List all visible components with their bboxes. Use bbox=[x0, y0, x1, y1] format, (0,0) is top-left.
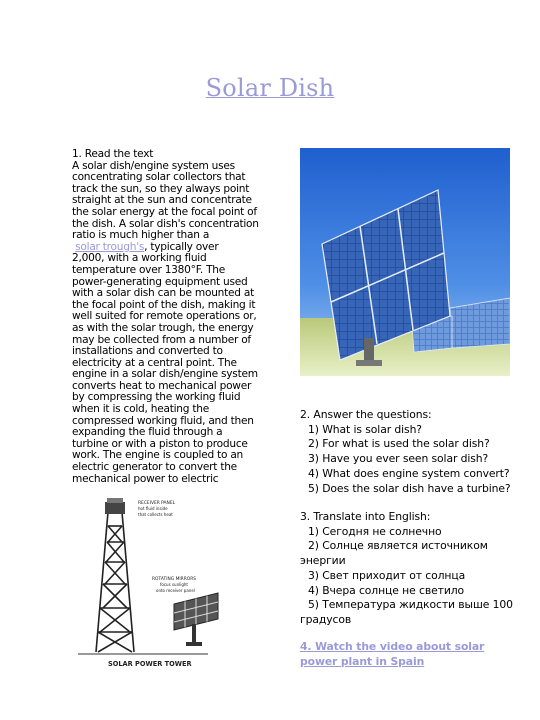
reading-text bbox=[72, 149, 268, 485]
page-title[interactable]: Solar Dish bbox=[205, 74, 335, 102]
diagram-caption: SOLAR POWER TOWER bbox=[108, 660, 192, 668]
mirror-label-1: ROTATING MIRRORS bbox=[152, 577, 197, 582]
text-line: the focal point of the dish, making it bbox=[72, 298, 256, 311]
question-item: 1) What is solar dish? bbox=[308, 422, 422, 436]
text-line: the solar energy at the focal point of bbox=[72, 205, 257, 218]
question-item: 2) For what is used the solar dish? bbox=[308, 437, 490, 451]
text-line: as with the solar trough, the energy bbox=[72, 321, 254, 334]
translate-heading: 3. Translate into English: bbox=[300, 510, 431, 523]
video-link[interactable] bbox=[300, 640, 484, 669]
text-line: ratio is much higher than a bbox=[72, 229, 210, 242]
receiver-label-1: RECEIVER PANEL bbox=[138, 501, 176, 506]
video-link-line[interactable]: 4. Watch the video about solar bbox=[300, 640, 485, 653]
text-line: A solar dish/engine system uses bbox=[72, 159, 235, 172]
translate-item: 1) Сегодня не солнечно bbox=[308, 524, 442, 538]
text-line: temperature over 1380°F. The bbox=[72, 263, 226, 276]
mirror-label-3: onto receiver panel bbox=[156, 588, 195, 593]
video-link-line[interactable]: power plant in Spain bbox=[300, 654, 425, 668]
text-line: electric generator to convert the bbox=[72, 461, 237, 474]
receiver-label-2: hot fluid inside bbox=[138, 506, 168, 511]
text-line: concentrating solar collectors that bbox=[72, 171, 246, 184]
text-line: well suited for remote operations or, bbox=[72, 310, 257, 323]
translate-item: 5) Температура жидкости выше 100 bbox=[308, 598, 513, 612]
translate-item: 2) Солнце является источником bbox=[308, 539, 488, 553]
translate-item: градусов bbox=[300, 612, 352, 626]
translate-item: 4) Вчера солнце не светило bbox=[308, 583, 465, 597]
text-line: engine in a solar dish/engine system bbox=[72, 368, 258, 381]
text-line: installations and converted to bbox=[72, 345, 223, 358]
text-line: work. The engine is coupled to an bbox=[72, 449, 244, 462]
solar-panels-photo bbox=[300, 148, 510, 376]
questions-heading: 2. Answer the questions: bbox=[300, 408, 432, 421]
text-line: when it is cold, heating the bbox=[72, 403, 209, 416]
mirror-label-2: focus sunlight bbox=[160, 582, 188, 587]
text-line: track the sun, so they always point bbox=[72, 182, 250, 195]
text-line: the dish. A solar dish's concentration bbox=[72, 217, 259, 230]
text-line: converts heat to mechanical power bbox=[72, 379, 252, 392]
translate-section bbox=[300, 510, 513, 628]
solar-power-tower-diagram bbox=[78, 496, 278, 672]
text-line-suffix: , typically over bbox=[144, 240, 219, 253]
text-line: compressed working fluid, and then bbox=[72, 414, 254, 427]
text-line: may be collected from a number of bbox=[72, 333, 251, 346]
text-line: straight at the sun and concentrate bbox=[72, 194, 252, 207]
question-item: 4) What does engine system convert? bbox=[308, 466, 510, 480]
text-line: by compressing the working fluid bbox=[72, 391, 241, 404]
questions-section bbox=[300, 408, 511, 496]
text-line: expanding the fluid through a bbox=[72, 426, 223, 439]
receiver-label-3: that collects heat bbox=[138, 512, 173, 517]
text-line: electricity at a central point. The bbox=[72, 356, 237, 369]
solar-trough-link[interactable]: solar trough's bbox=[75, 240, 145, 253]
text-line: turbine or with a piston to produce bbox=[72, 437, 248, 450]
translate-item: энергии bbox=[300, 554, 346, 568]
text-line: mechanical power to electric bbox=[72, 472, 219, 485]
translate-item: 3) Свет приходит от солнца bbox=[308, 568, 466, 582]
text-line: 1. Read the text bbox=[72, 148, 154, 160]
text-line: power-generating equipment used bbox=[72, 275, 248, 288]
text-line: with a solar dish can be mounted at bbox=[72, 287, 255, 300]
question-item: 3) Have you ever seen solar dish? bbox=[308, 452, 489, 466]
question-item: 5) Does the solar dish have a turbine? bbox=[308, 481, 511, 495]
text-line: 2,000, with a working fluid bbox=[72, 252, 207, 265]
